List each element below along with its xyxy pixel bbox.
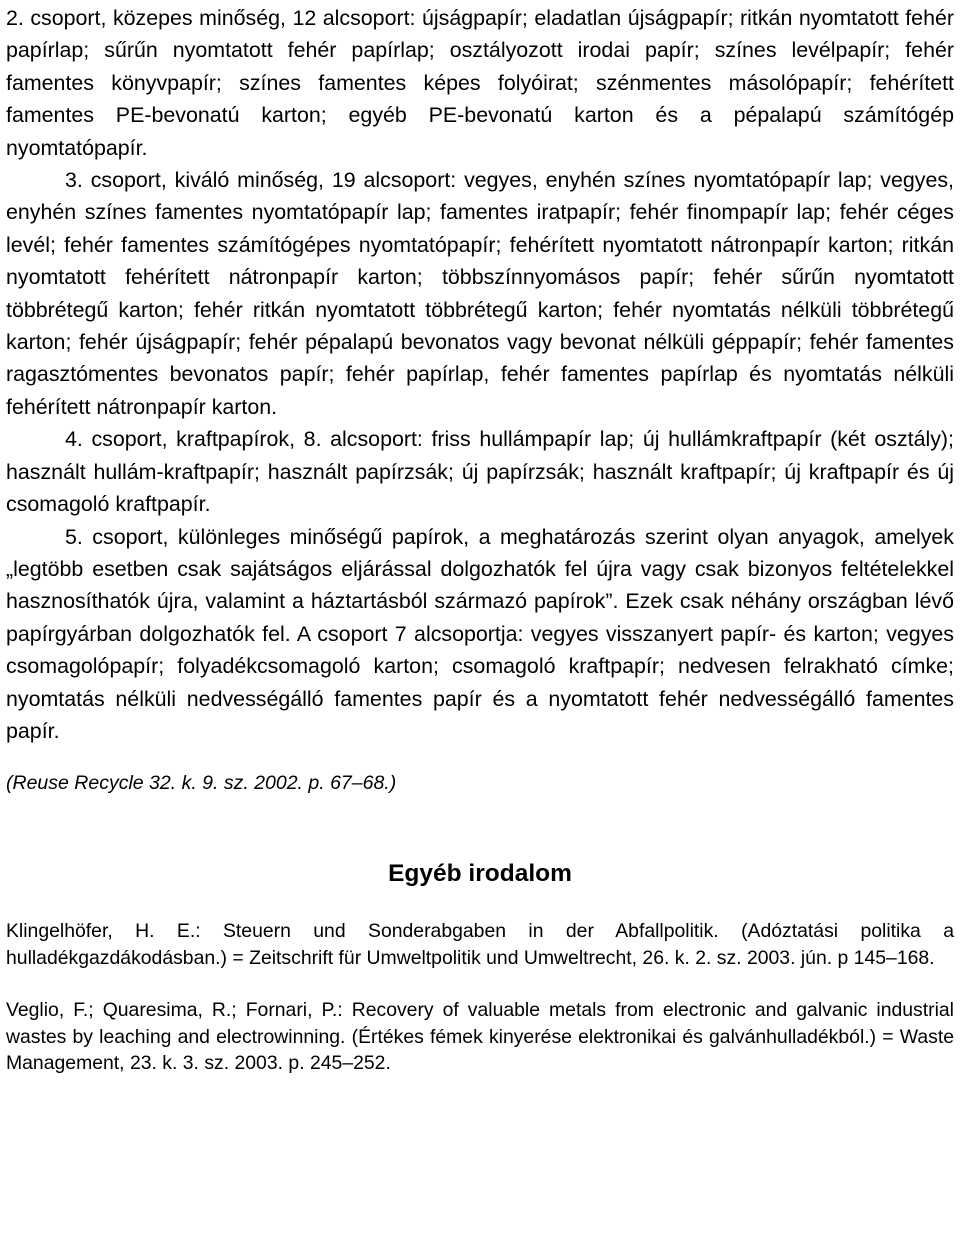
source-citation: (Reuse Recycle 32. k. 9. sz. 2002. p. 67–68.) [6,772,397,795]
paragraph-group-2: 2. csoport, közepes minőség, 12 alcsoport: újságpapír; eladatlan újságpapír; ritkán nyomtatott fehér papírlap; sűrűn nyomtatott fehér papírlap; osztályozott irodai papír; színes levélpapír; fehér famentes könyvpapír; színes famentes képes folyóirat; szénmentes másolópapír; fehérített famentes PE-bevonatú karton; egyéb PE-bevonatú karton és a pépalapú számítógép nyomtatópapír. [6,6,954,160]
reference-list [6,918,954,1077]
reference-item: Klingelhöfer, H. E.: Steuern und Sonderabgaben in der Abfallpolitik. (Adóztatási politika a hulladékgazdákodásban.) = Zeitschrift für Umweltpolitik und Umweltrecht, 26. k. 2. sz. 2003. jún. p 145–168. [6,920,954,969]
paragraph-group-5: 5. csoport, különleges minőségű papírok, a meghatározás szerint olyan anyagok, amelyek „legtöbb esetben csak sajátságos eljárással dolgozhatók fel újra vagy csak bizonyos feltételekkel hasznosíthatók újra, valamint a háztartásból származó papírok”. Ezek csak néhány országban lévő papírgyárban dolgozhatók fel. A csoport 7 alcsoportja: vegyes visszanyert papír- és karton; vegyes csomagolópapír; folyadékcsomagoló karton; csomagoló kraftpapír; nedvesen felrakható címke; nyomtatás nélküli nedvességálló famentes papír és a nyomtatott fehér nedvességálló famentes papír. [6,524,954,743]
section-heading: Egyéb irodalom [388,860,572,888]
paragraph-group-4: 4. csoport, kraftpapírok, 8. alcsoport: friss hullámpapír lap; új hullámkraftpapír (két osztály); használt hullám-kraftpapír; használt papírzsák; új papírzsák; használt kraftpapír; új kraftpapír és új csomagoló kraftpapír. [6,427,954,517]
body-text [6,2,954,747]
paragraph-group-3: 3. csoport, kiváló minőség, 19 alcsoport: vegyes, enyhén színes nyomtatópapír lap; vegyes, enyhén színes famentes nyomtatópapír lap; famentes iratpapír; fehér finompapír lap; fehér céges levél; fehér famentes számítógépes nyomtatópapír; fehérített nyomtatott nátronpapír karton; ritkán nyomtatott fehérített nátronpapír karton; többszínnyomásos papír; fehér sűrűn nyomtatott többrétegű karton; fehér ritkán nyomtatott többrétegű karton; fehér nyomtatás nélküli többrétegű karton; fehér újságpapír; fehér pépalapú bevonatos vagy bevonat nélküli géppapír; fehér famentes ragasztómentes bevonatos papír; fehér papírlap, fehér famentes papírlap és nyomtatás nélküli fehérített nátronpapír karton. [6,168,954,419]
reference-item: Veglio, F.; Quaresima, R.; Fornari, P.: Recovery of valuable metals from electronic and galvanic industrial wastes by leaching and electrowinning. (Értékes fémek kinyerése elektronikai és galvánhulladékból.) = Waste Management, 23. k. 3. sz. 2003. p. 245–252. [6,999,954,1075]
